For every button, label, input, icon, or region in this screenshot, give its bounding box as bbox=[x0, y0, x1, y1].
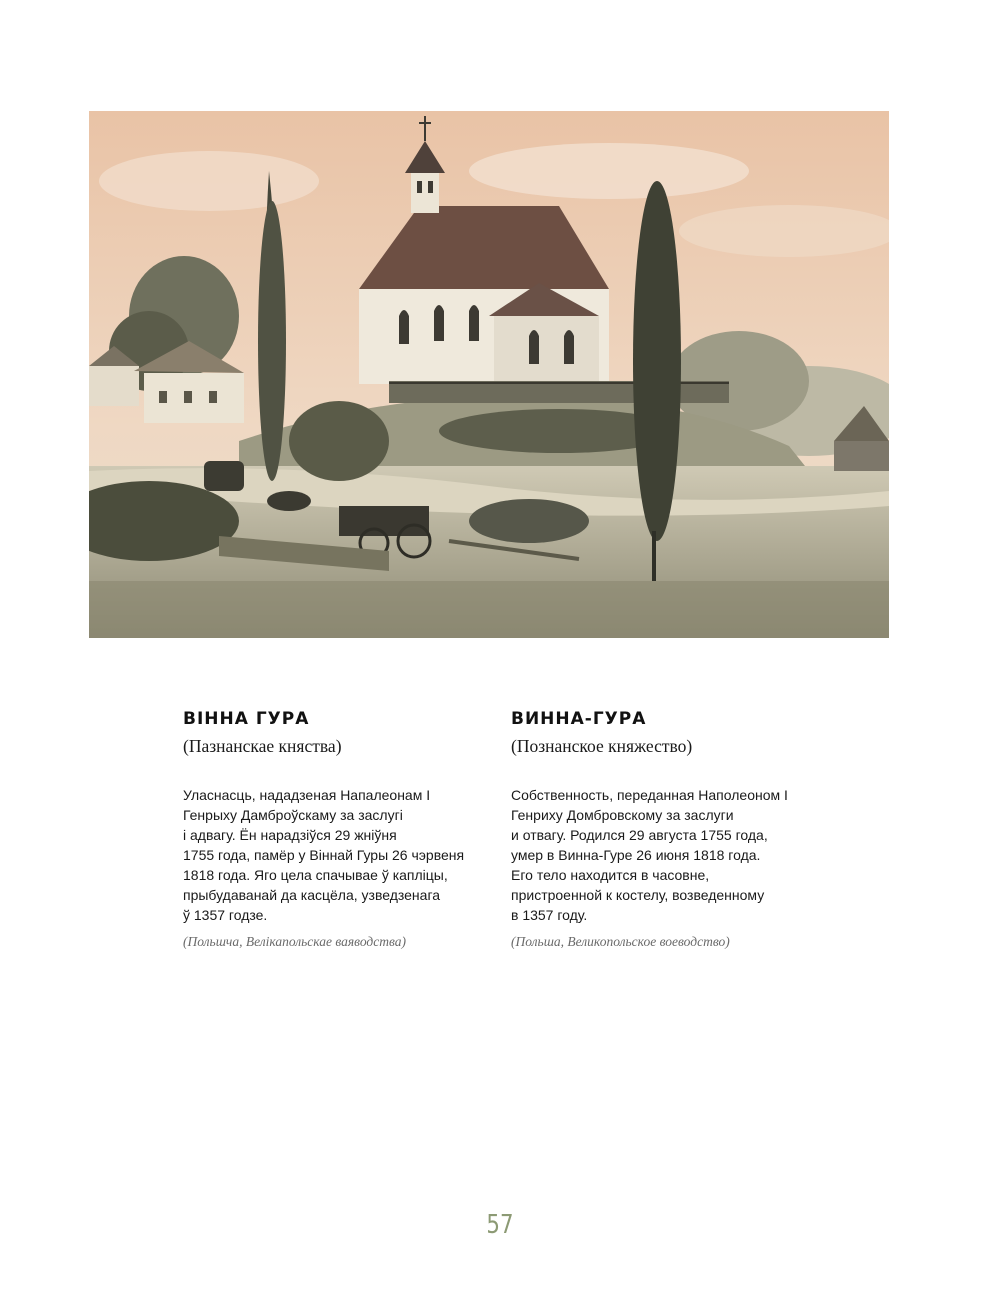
description-line: умер в Винна-Гуре 26 июня 1818 года. bbox=[511, 847, 761, 863]
description-line: Генриху Домбровскому за заслуги bbox=[511, 807, 734, 823]
subtitle-belarusian: (Пазнанскае княства) bbox=[183, 736, 342, 756]
belarusian-column bbox=[183, 708, 483, 951]
location-belarusian: (Польшча, Велікапольскае ваяводства) bbox=[183, 934, 407, 949]
description-line: ў 1357 годзе. bbox=[183, 907, 268, 923]
description-line: і адвагу. Ён нарадзіўся 29 жніўня bbox=[183, 827, 397, 843]
description-line: прыбудаванай да касцёла, узведзенага bbox=[183, 887, 441, 903]
description-line: в 1357 году. bbox=[511, 907, 588, 923]
description-line: пристроенной к костелу, возведенному bbox=[511, 887, 765, 903]
description-belarusian bbox=[183, 785, 483, 925]
description-line: Собственность, переданная Наполеоном I bbox=[511, 787, 788, 803]
description-line: Его тело находится в часовне, bbox=[511, 867, 710, 883]
subtitle-russian: (Познанское княжество) bbox=[511, 736, 693, 756]
description-line: Генрыху Дамброўскаму за заслугі bbox=[183, 807, 403, 823]
title-russian: ВИННА-ГУРА bbox=[511, 709, 647, 729]
church-lithograph bbox=[89, 111, 889, 638]
description-russian bbox=[511, 785, 811, 925]
russian-column bbox=[511, 708, 811, 951]
page-number: 57 bbox=[486, 1210, 514, 1240]
description-line: 1755 года, памёр у Віннай Гуры 26 чэрвеня bbox=[183, 847, 465, 863]
description-line: и отвагу. Родился 29 августа 1755 года, bbox=[511, 827, 768, 843]
title-belarusian: ВІННА ГУРА bbox=[183, 709, 310, 729]
description-line: 1818 года. Яго цела спачывае ў капліцы, bbox=[183, 867, 448, 883]
description-line: Уласнасць, нададзеная Напалеонам І bbox=[183, 787, 431, 803]
location-russian: (Польша, Великопольское воеводство) bbox=[511, 934, 730, 949]
church-illustration bbox=[89, 111, 889, 638]
